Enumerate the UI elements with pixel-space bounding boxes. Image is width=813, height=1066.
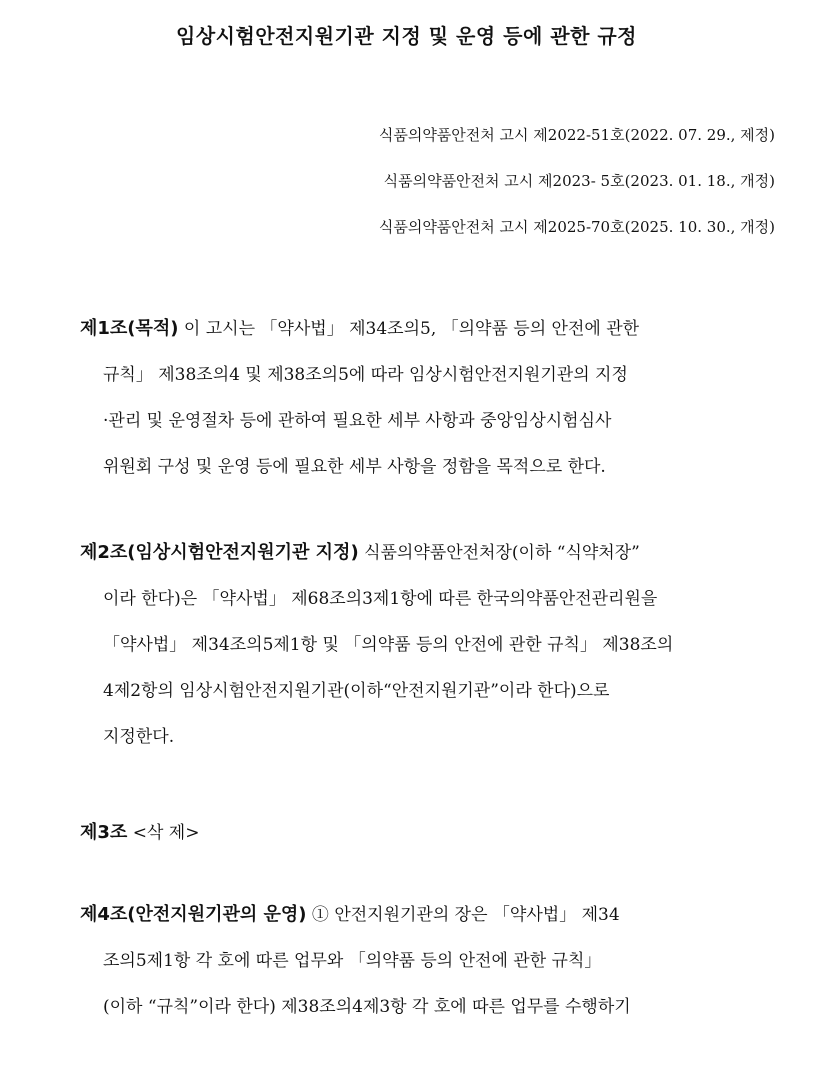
article-text: 지정한다. (103, 727, 175, 747)
article-text: 4제2항의 임상시험안전지원기관(이하“안전지원기관”이라 한다)으로 (103, 681, 610, 701)
article-text: 위원회 구성 및 운영 등에 필요한 세부 사항을 정함을 목적으로 한다. (103, 457, 606, 477)
article-text: ① 안전지원기관의 장은 「약사법」 제34 (306, 905, 620, 925)
article-heading: 제4조(안전지원기관의 운영) (80, 904, 307, 925)
document-title: 임상시험안전지원기관 지정 및 운영 등에 관한 규정 (176, 24, 637, 48)
article-text: ·관리 및 운영절차 등에 관하여 필요한 세부 사항과 중앙임상시험심사 (103, 411, 612, 431)
article-3 (80, 810, 775, 856)
article-2 (80, 530, 775, 760)
article-text: 이라 한다)은 「약사법」 제68조의3제1항에 따른 한국의약품안전관리원을 (103, 589, 658, 609)
article-text: 이 고시는 「약사법」 제34조의5, 「의약품 등의 안전에 관한 (178, 319, 640, 339)
article-heading: 제2조(임상시험안전지원기관 지정) (80, 542, 359, 563)
notice-line: 식품의약품안전처 고시 제2022-51호(2022. 07. 29., 제정) (378, 126, 775, 144)
article-heading: 제1조(목적) (80, 318, 179, 339)
article-text: 식품의약품안전처장(이하 “식약처장” (358, 543, 640, 563)
article-text: 규칙」 제38조의4 및 제38조의5에 따라 임상시험안전지원기관의 지정 (103, 365, 628, 385)
article-text: <삭 제> (127, 823, 200, 843)
notice-line: 식품의약품안전처 고시 제2023- 5호(2023. 01. 18., 개정) (383, 172, 775, 190)
article-text: 조의5제1항 각 호에 따른 업무와 「의약품 등의 안전에 관한 규칙」 (103, 951, 602, 971)
notice-line: 식품의약품안전처 고시 제2025-70호(2025. 10. 30., 개정) (378, 218, 775, 236)
article-heading: 제3조 (80, 822, 128, 843)
notice-list (379, 112, 775, 250)
article-4 (80, 892, 775, 1030)
article-1 (80, 306, 775, 490)
article-text: 「약사법」 제34조의5제1항 및 「의약품 등의 안전에 관한 규칙」 제38조의 (103, 635, 674, 655)
article-text: (이하 “규칙”이라 한다) 제38조의4제3항 각 호에 따른 업무를 수행하기 (103, 997, 631, 1017)
